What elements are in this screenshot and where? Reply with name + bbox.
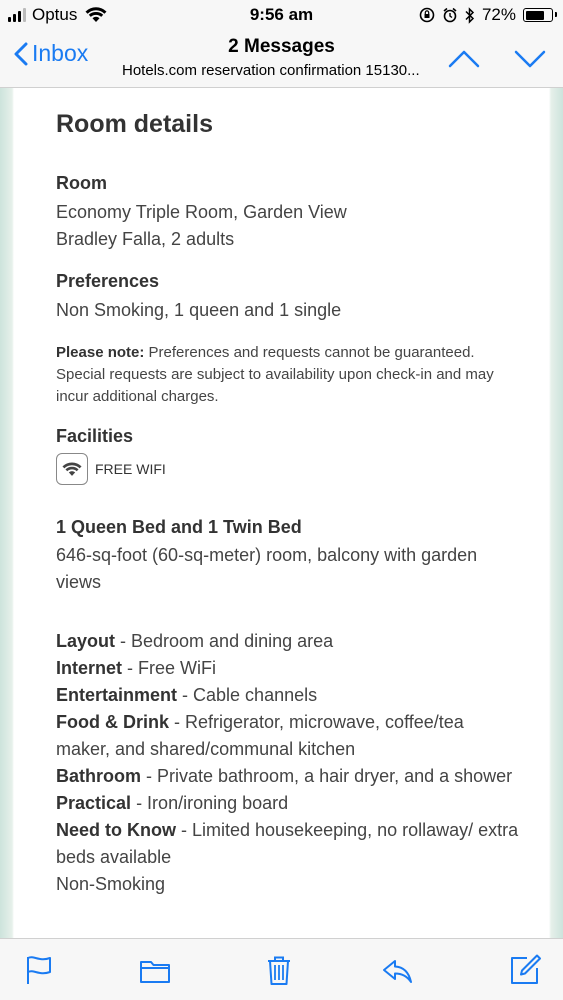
- amenity-value: - Iron/ironing board: [131, 793, 289, 813]
- bed-block: [56, 517, 549, 596]
- compose-icon[interactable]: [508, 953, 542, 987]
- amenity-key: Need to Know: [56, 820, 176, 840]
- amenity-item: [56, 682, 519, 709]
- alarm-icon: [442, 7, 458, 23]
- amenity-value: - Cable channels: [177, 685, 318, 705]
- amenity-key: Entertainment: [56, 685, 178, 705]
- reply-icon[interactable]: [380, 953, 414, 987]
- preferences-label: Preferences: [56, 271, 160, 291]
- preferences-value: Non Smoking, 1 queen and 1 single: [56, 300, 342, 320]
- battery-percent: 72%: [481, 5, 516, 24]
- amenity-value: - Limited housekeeping, no rollaway/ extra beds available: [56, 820, 519, 867]
- back-label: Inbox: [32, 40, 89, 66]
- room-guests: Bradley Falla, 2 adults: [56, 229, 235, 249]
- next-message-button[interactable]: [513, 44, 547, 72]
- battery-icon: [523, 8, 553, 22]
- facility-item: [56, 453, 549, 485]
- lock-rotation-icon: [419, 7, 435, 23]
- section-heading: Room details: [56, 110, 213, 138]
- amenity-item: [56, 817, 519, 871]
- room-description: 646-sq-foot (60-sq-meter) room, balcony with garden views: [56, 545, 478, 592]
- bottom-toolbar: [0, 938, 563, 1000]
- preferences-block: [56, 271, 549, 324]
- amenity-item: [56, 628, 519, 655]
- status-bar: [0, 0, 563, 30]
- amenity-item: [56, 790, 519, 817]
- trash-icon[interactable]: [262, 953, 296, 987]
- room-label: Room: [56, 173, 107, 193]
- carrier-label: Optus: [32, 5, 78, 24]
- chevron-left-icon: [14, 42, 28, 66]
- back-button[interactable]: [14, 40, 88, 67]
- facilities-label: Facilities: [56, 426, 134, 446]
- facility-label: FREE WIFI: [95, 461, 166, 477]
- battery-fill: [526, 11, 544, 20]
- facilities-block: [56, 426, 549, 485]
- bed-label: 1 Queen Bed and 1 Twin Bed: [56, 517, 302, 537]
- amenity-key: Layout: [56, 631, 116, 651]
- non-smoking-line: Non-Smoking: [56, 874, 166, 894]
- folder-icon[interactable]: [138, 953, 172, 987]
- amenity-value: - Refrigerator, microwave, coffee/tea maker, and shared/communal kitchen: [56, 712, 464, 759]
- room-type: Economy Triple Room, Garden View: [56, 202, 347, 222]
- amenity-key: Practical: [56, 793, 132, 813]
- amenity-value: - Bedroom and dining area: [115, 631, 334, 651]
- bluetooth-icon: [465, 7, 475, 24]
- previous-message-button[interactable]: [447, 44, 481, 72]
- email-frame: [0, 88, 563, 938]
- nav-subject: Hotels.com reservation confirmation 15130...: [122, 62, 420, 79]
- amenity-value: - Free WiFi: [122, 658, 217, 678]
- amenity-item: [56, 763, 519, 790]
- flag-icon[interactable]: [22, 953, 56, 987]
- note-text: Preferences and requests cannot be guaranteed. Special requests are subject to availability upon check-in and may incur additional charges.: [56, 344, 494, 405]
- amenity-item: [56, 709, 519, 763]
- please-note: [56, 342, 549, 408]
- amenity-key: Food & Drink: [56, 712, 169, 732]
- amenity-key: Bathroom: [56, 766, 141, 786]
- clock: 9:56 am: [249, 5, 314, 24]
- amenity-item: [56, 655, 519, 682]
- amenities-list: [56, 628, 549, 898]
- nav-title: 2 Messages: [228, 36, 335, 57]
- nav-bar: [0, 30, 563, 88]
- amenity-key: Internet: [56, 658, 123, 678]
- note-bold: Please note:: [56, 344, 145, 361]
- wifi-icon: [56, 453, 88, 485]
- room-block: [56, 173, 549, 253]
- status-right: [419, 5, 553, 25]
- amenity-value: - Private bathroom, a hair dryer, and a shower: [141, 766, 513, 786]
- email-body[interactable]: [14, 88, 549, 938]
